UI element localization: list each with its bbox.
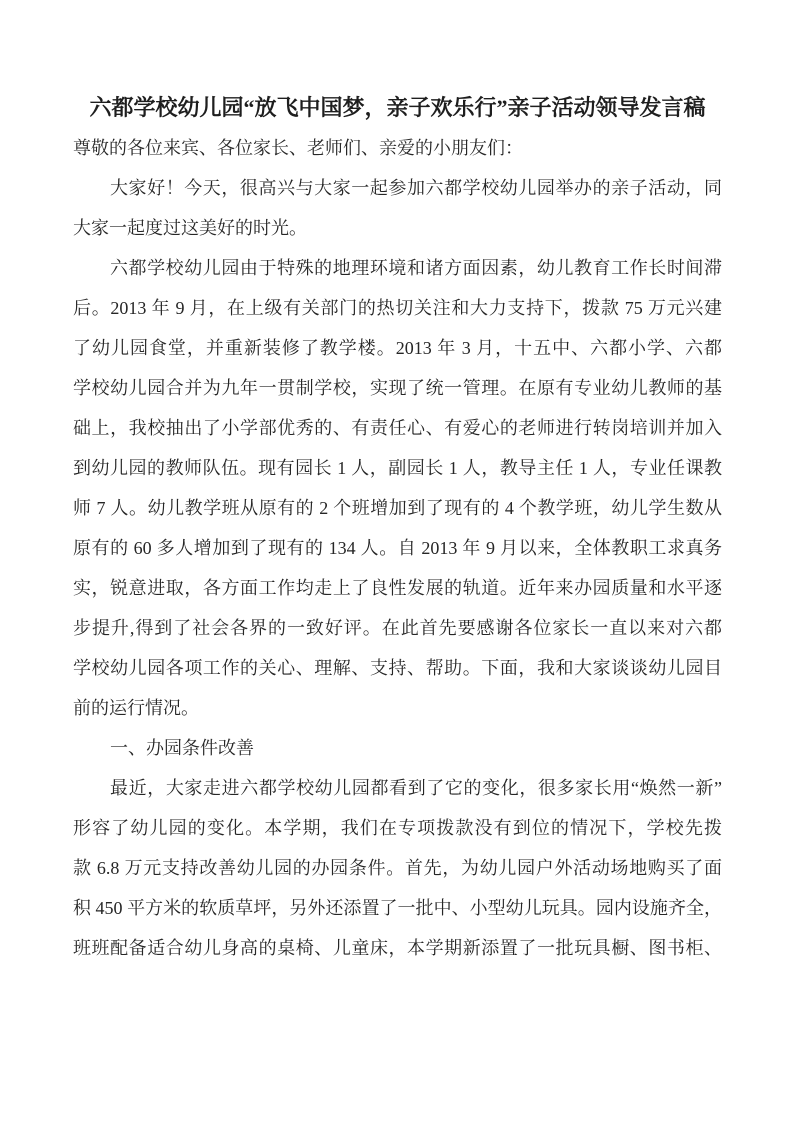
text-line: 一、办园条件改善: [110, 738, 254, 758]
text-line: 础上，我校抽出了小学部优秀的、有责任心、有爱心的老师进行转岗培训并加入: [73, 418, 722, 438]
text-line: 尊敬的各位来宾、各位家长、老师们、亲爱的小朋友们：: [73, 138, 523, 158]
text-line: 班班配备适合幼儿身高的桌椅、儿童床，本学期新添置了一批玩具橱、图书柜、: [73, 938, 722, 958]
document-title: 六都学校幼儿园“放飞中国梦，亲子欢乐行”亲子活动领导发言稿: [89, 95, 706, 120]
text-line: 实，锐意进取，各方面工作均走上了良性发展的轨道。近年来办园质量和水平逐: [73, 578, 722, 598]
text-line: 了幼儿园食堂，并重新装修了教学楼。2013 年 3 月，十五中、六都小学、六都: [73, 338, 722, 358]
text-line: 师 7 人。幼儿教学班从原有的 2 个班增加到了现有的 4 个教学班，幼儿学生数从: [73, 498, 722, 518]
text-line: 学校幼儿园各项工作的关心、理解、支持、帮助。下面，我和大家谈谈幼儿园目: [73, 658, 722, 678]
text-line: 最近，大家走进六都学校幼儿园都看到了它的变化，很多家长用“焕然一新”: [110, 778, 722, 798]
document-body: [73, 128, 722, 968]
text-line: 前的运行情况。: [73, 698, 199, 718]
text-line: 原有的 60 多人增加到了现有的 134 人。自 2013 年 9 月以来，全体教职工求真务: [73, 538, 722, 558]
text-line: 到幼儿园的教师队伍。现有园长 1 人，副园长 1 人，教导主任 1 人，专业任课教: [73, 458, 722, 478]
text-line: 大家一起度过这美好的时光。: [73, 218, 307, 238]
text-line: 学校幼儿园合并为九年一贯制学校，实现了统一管理。在原有专业幼儿教师的基: [73, 378, 722, 398]
text-line: 后。2013 年 9 月，在上级有关部门的热切关注和大力支持下，拨款 75 万元兴建: [73, 298, 722, 318]
text-line: 积 450 平方米的软质草坪，另外还添置了一批中、小型幼儿玩具。园内设施齐全，: [73, 898, 722, 918]
text-line: 六都学校幼儿园由于特殊的地理环境和诸方面因素，幼儿教育工作长时间滞: [110, 258, 722, 278]
text-line: 形容了幼儿园的变化。本学期，我们在专项拨款没有到位的情况下，学校先拨: [73, 818, 722, 838]
text-line: 款 6.8 万元支持改善幼儿园的办园条件。首先，为幼儿园户外活动场地购买了面: [73, 858, 722, 878]
text-line: 大家好！今天，很高兴与大家一起参加六都学校幼儿园举办的亲子活动，同: [110, 178, 722, 198]
text-line: 步提升,得到了社会各界的一致好评。在此首先要感谢各位家长一直以来对六都: [73, 618, 722, 638]
